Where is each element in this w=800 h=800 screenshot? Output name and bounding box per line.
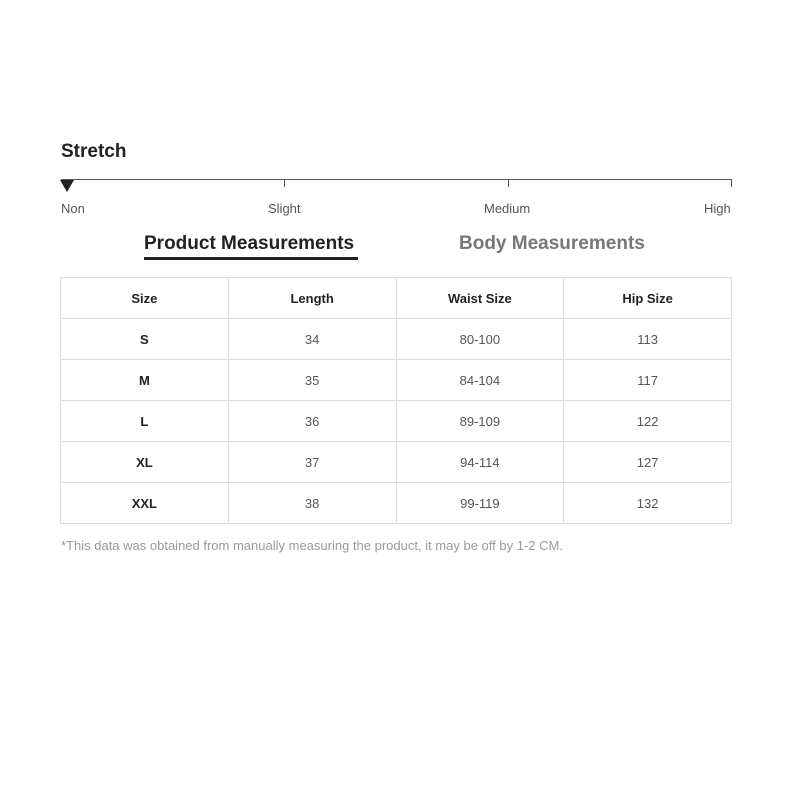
size-cell: L: [61, 401, 229, 442]
tab-product-measurements[interactable]: Product Measurements: [144, 233, 355, 254]
hip-cell: 113: [564, 319, 732, 360]
size-cell: S: [61, 319, 229, 360]
stretch-scale-line: [61, 179, 732, 180]
length-cell: 34: [228, 319, 396, 360]
hip-cell: 122: [564, 401, 732, 442]
length-cell: 37: [228, 442, 396, 483]
waist-cell: 84-104: [396, 360, 564, 401]
stretch-marker-icon: [60, 180, 74, 192]
active-tab-underline: [144, 257, 358, 260]
stretch-level-slight: Slight: [268, 201, 301, 216]
header-size: Size: [61, 278, 229, 319]
header-hip-size: Hip Size: [564, 278, 732, 319]
stretch-tick-medium: [508, 179, 509, 187]
size-chart-table: [60, 277, 732, 524]
size-cell: XXL: [61, 483, 229, 524]
stretch-level-medium: Medium: [484, 201, 531, 216]
stretch-level-high: High: [704, 201, 731, 216]
stretch-title: Stretch: [61, 141, 127, 162]
table-header-row: [61, 278, 732, 319]
table-row: [61, 401, 732, 442]
table-row: [61, 483, 732, 524]
table-row: [61, 360, 732, 401]
stretch-level-non: Non: [61, 201, 85, 216]
hip-cell: 117: [564, 360, 732, 401]
measurement-footnote: *This data was obtained from manually measuring the product, it may be off by 1-2 CM.: [61, 538, 563, 553]
waist-cell: 89-109: [396, 401, 564, 442]
stretch-tick-high: [731, 179, 732, 187]
waist-cell: 80-100: [396, 319, 564, 360]
hip-cell: 127: [564, 442, 732, 483]
hip-cell: 132: [564, 483, 732, 524]
stretch-tick-slight: [284, 179, 285, 187]
header-waist-size: Waist Size: [396, 278, 564, 319]
table-row: [61, 319, 732, 360]
size-cell: XL: [61, 442, 229, 483]
length-cell: 35: [228, 360, 396, 401]
table-row: [61, 442, 732, 483]
size-cell: M: [61, 360, 229, 401]
tab-body-measurements[interactable]: Body Measurements: [459, 233, 645, 254]
waist-cell: 94-114: [396, 442, 564, 483]
waist-cell: 99-119: [396, 483, 564, 524]
header-length: Length: [228, 278, 396, 319]
length-cell: 38: [228, 483, 396, 524]
length-cell: 36: [228, 401, 396, 442]
